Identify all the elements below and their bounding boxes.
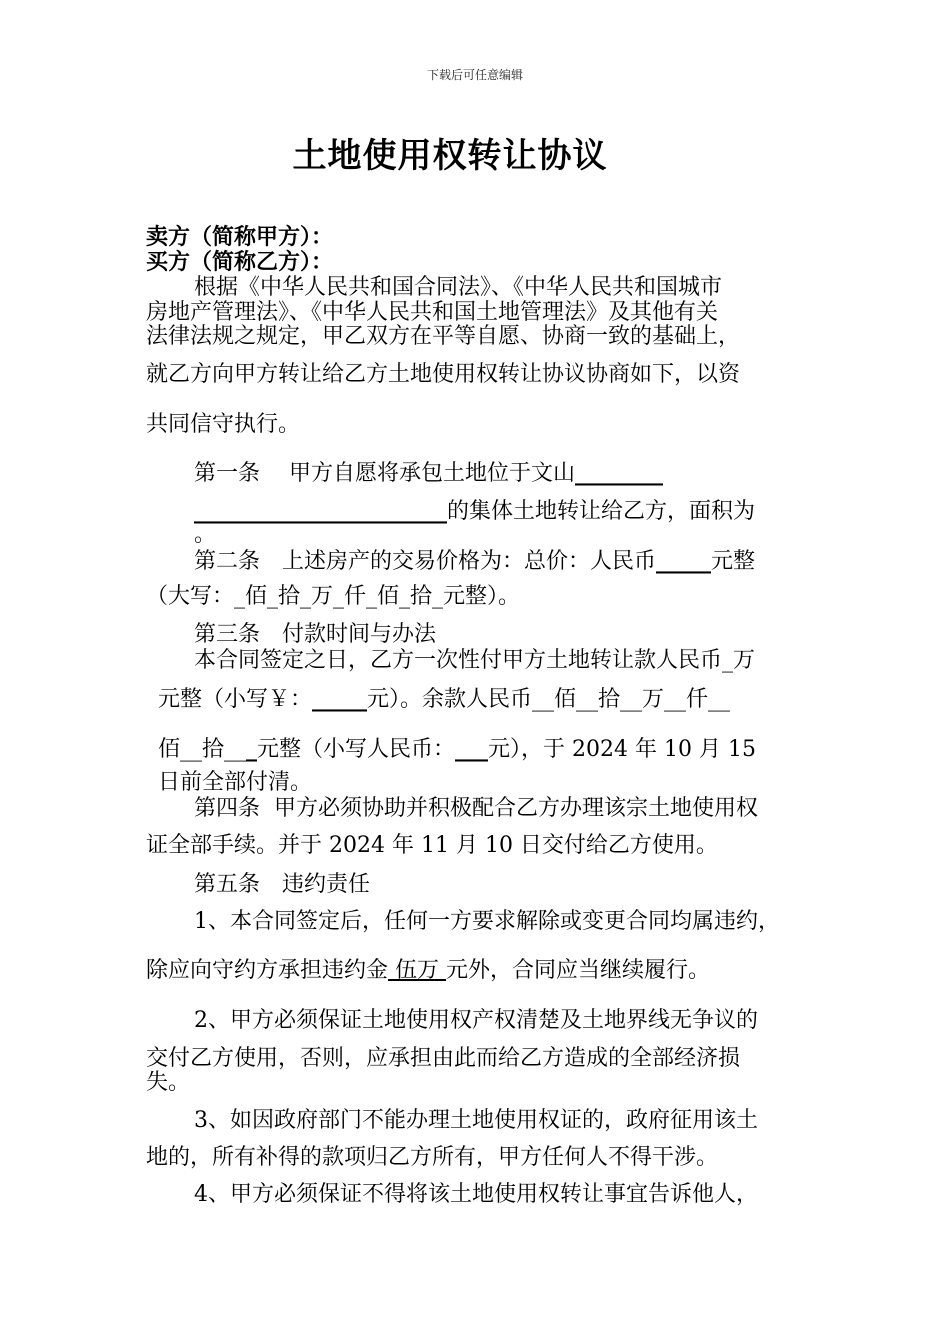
article-3-line: 佰__拾___元整（小写人民币：___元），于 2024 年 10 月 15	[158, 736, 756, 762]
article-1-line: _______________________的集体土地转让给乙方，面积为	[194, 498, 756, 524]
article-5-clause-1: 1、本合同签定后，任何一方要求解除或变更合同均属违约，	[194, 909, 780, 934]
preamble-line: 根据《中华人民共和国合同法》、《中华人民共和国城市	[194, 275, 723, 300]
article-5-clause-3: 地的，所有补得的款项归乙方所有，甲方任何人不得干涉。	[146, 1145, 719, 1170]
preamble-line: 法律法规之规定，甲乙双方在平等自愿、协商一致的基础上，	[146, 324, 741, 349]
seller-label: 卖方（简称甲方）：	[146, 224, 334, 250]
article-4-line: 第四条 甲方必须协助并积极配合乙方办理该宗土地使用权	[194, 796, 758, 821]
article-3-heading: 第三条 付款时间与办法	[194, 622, 437, 647]
article-5-clause-3: 3、如因政府部门不能办理土地使用权证的，政府征用该土	[194, 1108, 758, 1133]
article-1-end: 。	[194, 522, 217, 547]
article-5-heading: 第五条 违约责任	[194, 872, 371, 897]
buyer-label: 买方（简称乙方）：	[146, 249, 334, 275]
page-header: 下载后可任意编辑	[426, 68, 523, 82]
article-2-line: 第二条 上述房产的交易价格为：总价：人民币_____元整	[194, 548, 756, 574]
article-5-clause-2: 交付乙方使用，否则，应承担由此而给乙方造成的全部经济损	[146, 1046, 741, 1071]
article-2-line: （大写：_佰_拾_万_仟_佰_拾_元整）。	[146, 584, 521, 609]
article-3-line: 日前全部付清。	[158, 770, 313, 795]
preamble-line: 共同信守执行。	[146, 412, 301, 437]
article-5-clause-2: 2、甲方必须保证土地使用权产权清楚及土地界线无争议的	[194, 1008, 758, 1033]
article-5-clause-1: 除应向守约方承担违约金 伍万 元外，合同应当继续履行。	[146, 958, 711, 983]
article-3-line: 元整（小写￥：_____元）。余款人民币__佰__拾__万__仟__	[158, 686, 731, 712]
article-4-line: 证全部手续。并于 2024 年 11 月 10 日交付给乙方使用。	[146, 833, 718, 858]
article-3-line: 本合同签定之日，乙方一次性付甲方土地转让款人民币_万	[194, 648, 756, 673]
article-5-clause-2: 失。	[146, 1070, 191, 1095]
document-title: 土地使用权转让协议	[292, 136, 608, 176]
preamble-line: 就乙方向甲方转让给乙方土地使用权转让协议协商如下，以资	[146, 362, 741, 387]
preamble-line: 房地产管理法》、《中华人民共和国土地管理法》及其他有关	[146, 300, 719, 325]
article-5-clause-4: 4、甲方必须保证不得将该土地使用权转让事宜告诉他人，	[194, 1182, 758, 1207]
article-1-line: 第一条 甲方自愿将承包土地位于文山________	[194, 460, 663, 486]
